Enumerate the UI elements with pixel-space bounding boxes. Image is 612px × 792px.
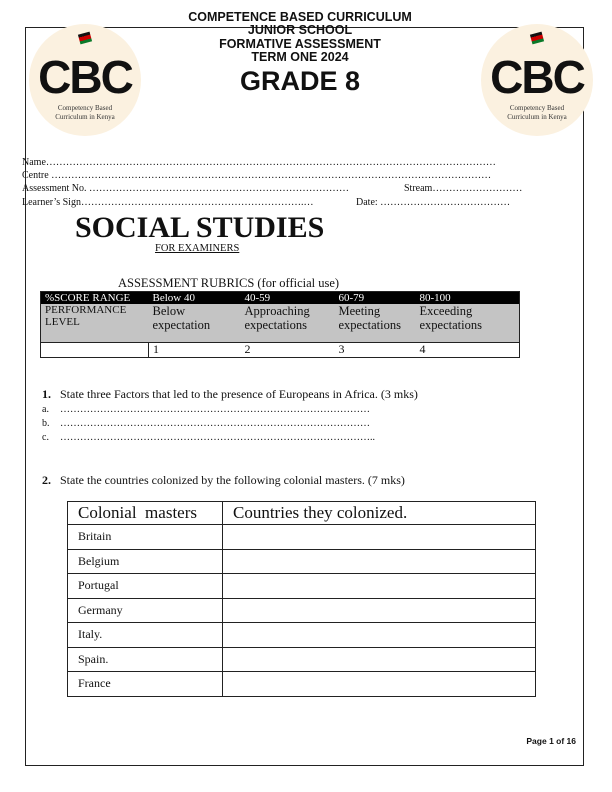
answer-line-b[interactable]: ………………………………………………………………………………… [60, 418, 370, 429]
answer-label: a. [42, 404, 49, 415]
rubric-cell: %SCORE RANGE [41, 292, 149, 305]
header-line: COMPETENCE BASED CURRICULUM [188, 10, 412, 24]
answer-label: b. [42, 418, 50, 429]
colonial-master-cell: Belgium [68, 549, 223, 574]
level-number-row [41, 343, 520, 358]
name-field[interactable]: Name……………………………………………………………………………………………………………………… [22, 157, 496, 168]
learner-sign-field[interactable]: Learner’s Sign………………………………………………………….… [22, 197, 314, 208]
question-2-text: State the countries colonized by the following colonial masters. (7 mks) [60, 473, 405, 487]
rubric-cell[interactable]: 1 [149, 343, 241, 358]
rubric-cell: Below 40 [149, 292, 241, 305]
table-header-row [68, 502, 536, 525]
logo-text: CBC [38, 51, 132, 103]
answer-cell[interactable] [223, 574, 536, 599]
rubric-cell[interactable]: 3 [335, 343, 416, 358]
centre-field[interactable]: Centre …………………………………………………………………………………………………………………… [22, 170, 492, 181]
rubric-cell: Approaching expectations [241, 304, 335, 343]
rubric-cell: 80-100 [416, 292, 520, 305]
rubric-cell[interactable]: 2 [241, 343, 335, 358]
header-line: FORMATIVE ASSESSMENT [219, 37, 381, 51]
page-number: Page 1 of 16 [526, 736, 576, 746]
cbc-logo-left [29, 24, 141, 136]
table-row [68, 672, 536, 697]
table-row [68, 549, 536, 574]
answer-cell[interactable] [223, 525, 536, 550]
question-number: 2. [42, 473, 51, 487]
grade-title: GRADE 8 [239, 66, 361, 96]
table-row [68, 647, 536, 672]
answer-label: c. [42, 432, 49, 443]
header-line: JUNIOR SCHOOL [247, 23, 353, 37]
colonial-master-cell: Spain. [68, 647, 223, 672]
question-1-text: State three Factors that led to the presence of Europeans in Africa. (3 mks) [60, 387, 418, 401]
cbc-logo-right [481, 24, 593, 136]
table-row [68, 623, 536, 648]
score-range-row [41, 292, 520, 305]
rubric-title: ASSESSMENT RUBRICS (for official use) [118, 276, 340, 290]
column-header: Colonial masters [68, 502, 223, 525]
answer-line-a[interactable]: ………………………………………………………………………………… [60, 404, 370, 415]
colonial-masters-table [67, 501, 536, 697]
for-examiners-label: FOR EXAMINERS [155, 243, 240, 254]
colonial-master-cell: France [68, 672, 223, 697]
rubric-cell: Meeting expectations [335, 304, 416, 343]
answer-cell[interactable] [223, 598, 536, 623]
rubric-cell: PERFORMANCE LEVEL [41, 304, 149, 343]
colonial-master-cell: Britain [68, 525, 223, 550]
stream-field[interactable]: Stream……………………… [404, 183, 523, 194]
subject-title: SOCIAL STUDIES [75, 211, 325, 244]
answer-cell[interactable] [223, 647, 536, 672]
logo-text: CBC [490, 51, 584, 103]
rubric-cell: Exceeding expectations [416, 304, 520, 343]
rubric-table [40, 291, 520, 358]
answer-cell[interactable] [223, 623, 536, 648]
rubric-cell: Below expectation [149, 304, 241, 343]
answer-cell[interactable] [223, 549, 536, 574]
logo-subtitle: Competency Based Curriculum in Kenya [507, 104, 567, 121]
colonial-master-cell: Germany [68, 598, 223, 623]
rubric-cell[interactable]: 4 [416, 343, 520, 358]
kenya-flag-icon [78, 32, 92, 45]
performance-level-row [41, 304, 520, 343]
logo-subtitle: Competency Based Curriculum in Kenya [55, 104, 115, 121]
answer-line-c[interactable]: ………………………………………………………………………………….. [60, 432, 375, 443]
date-field[interactable]: Date: ………………………………… [356, 197, 511, 208]
table-row [68, 598, 536, 623]
header-line: TERM ONE 2024 [251, 50, 349, 64]
table-row [68, 525, 536, 550]
answer-cell[interactable] [223, 672, 536, 697]
table-row [68, 574, 536, 599]
colonial-master-cell: Italy. [68, 623, 223, 648]
column-header: Countries they colonized. [223, 502, 536, 525]
rubric-cell: 40-59 [241, 292, 335, 305]
colonial-master-cell: Portugal [68, 574, 223, 599]
kenya-flag-icon [530, 32, 544, 45]
rubric-cell[interactable] [41, 343, 149, 358]
question-number: 1. [42, 387, 51, 401]
assessment-no-field[interactable]: Assessment No. …………………………………………………………………… [22, 183, 349, 194]
rubric-cell: 60-79 [335, 292, 416, 305]
